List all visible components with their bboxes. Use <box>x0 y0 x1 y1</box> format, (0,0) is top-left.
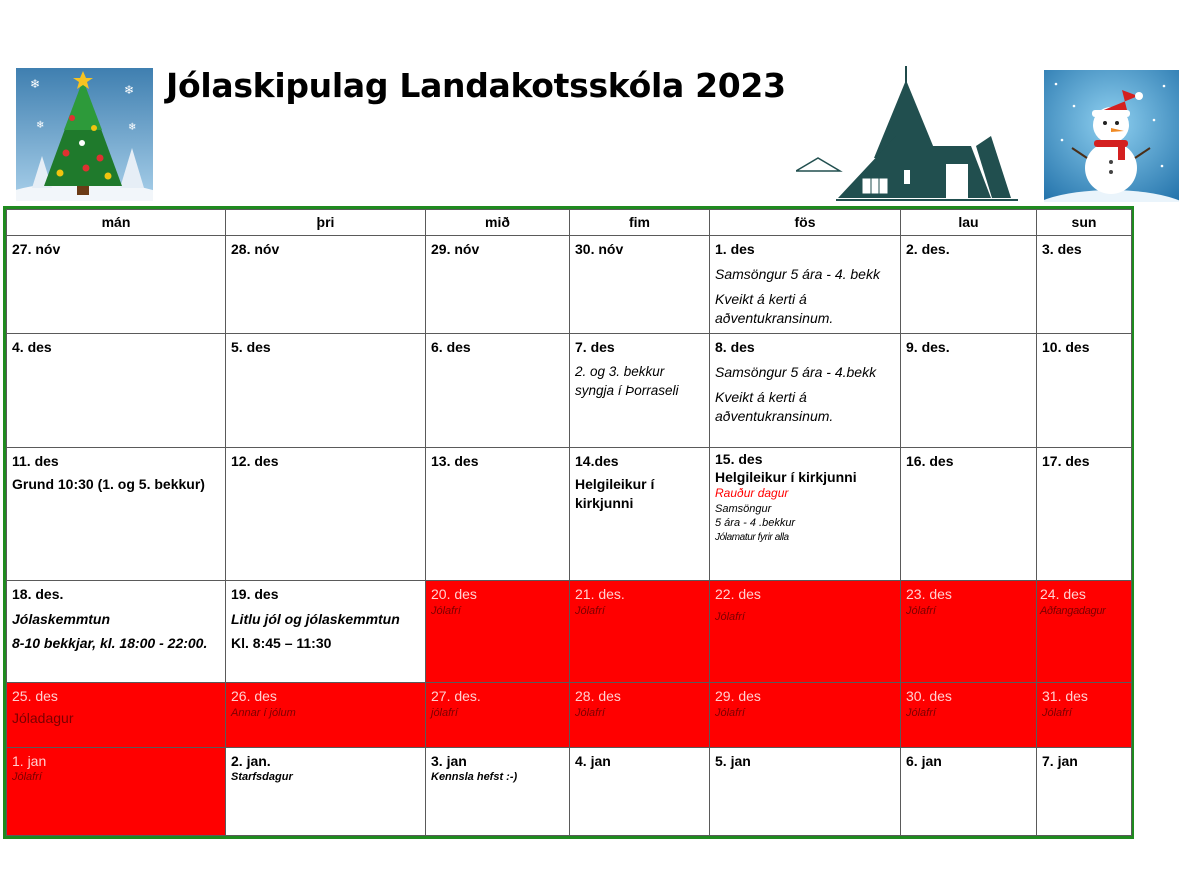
event-text: Jólafrí <box>575 604 605 617</box>
day-date: 31. des <box>1042 688 1088 705</box>
day-date: 28. des <box>575 688 621 705</box>
event-text: Samsöngur 5 ára - 4. bekk <box>715 265 880 282</box>
day-cell <box>570 236 710 334</box>
page-title: Jólaskipulag Landakotsskóla 2023 <box>166 66 786 105</box>
holiday-cell <box>901 580 1037 683</box>
day-date: 4. des <box>12 339 52 356</box>
event-text: Jólafrí <box>431 604 461 617</box>
day-cell <box>1037 448 1132 581</box>
holiday-cell <box>226 683 426 747</box>
day-date: 7. jan <box>1042 752 1078 769</box>
christmas-tree-icon <box>16 68 153 201</box>
week-row <box>7 448 1132 581</box>
day-date: 28. nóv <box>231 241 280 257</box>
event-text: Litlu jól og jólaskemmtun <box>231 610 400 627</box>
day-cell <box>570 334 710 448</box>
day-date: 25. des <box>12 688 58 705</box>
day-date: 30. nóv <box>575 241 624 257</box>
event-text: Rauður dagur <box>715 486 789 501</box>
event-text: Kveikt á kerti á aðventukransinum. <box>715 290 834 326</box>
event-text: Kveikt á kerti á aðventukransinum. <box>715 389 834 425</box>
event-text: Starfsdagur <box>231 771 293 784</box>
day-date: 14.des <box>575 453 619 470</box>
week-row <box>7 334 1132 448</box>
day-cell <box>901 448 1037 581</box>
weekday-header: lau <box>901 210 1037 236</box>
day-cell <box>710 334 901 448</box>
day-date: 7. des <box>575 339 615 356</box>
day-date: 10. des <box>1042 339 1090 356</box>
day-cell <box>426 334 570 448</box>
day-date: 8. des <box>715 339 755 356</box>
day-cell <box>710 448 901 581</box>
holiday-cell <box>570 580 710 683</box>
event-text: Helgileikur í kirkjunni <box>715 469 857 486</box>
day-date: 17. des <box>1042 453 1090 470</box>
day-cell <box>901 236 1037 334</box>
event-text: Aðfangadagur <box>1040 604 1106 617</box>
day-date: 2. des. <box>906 241 950 257</box>
day-cell <box>7 448 226 581</box>
event-text: Jólafrí <box>1042 707 1072 720</box>
event-text: Jólafrí <box>906 604 936 617</box>
event-text: 8-10 bekkjar, kl. 18:00 - 22:00. <box>12 635 208 652</box>
day-cell <box>710 236 901 334</box>
event-text: Helgileikur í kirkjunni <box>575 475 655 511</box>
weekday-header: fös <box>710 210 901 236</box>
day-date: 5. jan <box>715 752 751 769</box>
day-cell <box>7 334 226 448</box>
day-cell <box>570 448 710 581</box>
weekday-header: fim <box>570 210 710 236</box>
day-cell <box>7 236 226 334</box>
day-cell <box>570 747 710 835</box>
day-cell <box>226 334 426 448</box>
holiday-cell <box>710 683 901 747</box>
event-text: Jóladagur <box>12 710 74 727</box>
holiday-cell <box>710 580 901 683</box>
day-date: 11. des <box>12 453 59 470</box>
day-cell <box>710 747 901 835</box>
day-date: 16. des <box>906 453 954 470</box>
day-date: 13. des <box>431 453 479 470</box>
weekday-header: þri <box>226 210 426 236</box>
week-row <box>7 683 1132 747</box>
event-text: 5 ára - 4 .bekkur <box>715 517 796 530</box>
day-date: 27. nóv <box>12 241 61 257</box>
holiday-cell <box>1037 683 1132 747</box>
holiday-cell <box>1037 580 1132 683</box>
event-text: jólafrí <box>431 707 458 720</box>
event-text: Jólafrí <box>715 610 745 623</box>
week-row <box>7 580 1132 683</box>
event-text: Jólafrí <box>906 707 936 720</box>
day-cell <box>226 236 426 334</box>
day-date: 4. jan <box>575 752 611 769</box>
svg-text:❄: ❄ <box>124 83 135 97</box>
holiday-cell <box>7 747 226 835</box>
weekday-header: mán <box>7 210 226 236</box>
day-date: 15. des <box>715 451 763 468</box>
event-text: Kennsla hefst :-) <box>431 771 518 784</box>
day-date: 20. des <box>431 585 477 602</box>
day-cell <box>1037 236 1132 334</box>
holiday-cell <box>570 683 710 747</box>
day-date: 3. des <box>1042 241 1082 257</box>
church-icon <box>796 66 1018 204</box>
day-date: 6. des <box>431 339 471 356</box>
day-cell <box>7 580 226 683</box>
day-date: 29. des <box>715 688 761 705</box>
day-date: 1. jan <box>12 752 47 769</box>
weekday-header: mið <box>426 210 570 236</box>
day-cell <box>226 448 426 581</box>
event-text: 2. og 3. bekkur syngja í Þorraseli <box>575 364 679 398</box>
week-row <box>7 236 1132 334</box>
day-date: 24. des <box>1040 585 1086 602</box>
day-date: 12. des <box>231 453 279 470</box>
day-cell <box>901 747 1037 835</box>
day-cell <box>901 334 1037 448</box>
svg-text:❄: ❄ <box>30 77 41 91</box>
day-date: 27. des. <box>431 688 481 705</box>
day-cell <box>426 448 570 581</box>
day-date: 26. des <box>231 688 277 705</box>
svg-text:❄: ❄ <box>128 122 137 133</box>
day-date: 2. jan. <box>231 752 271 769</box>
day-date: 21. des. <box>575 585 625 602</box>
day-date: 9. des. <box>906 339 950 356</box>
day-cell <box>226 747 426 835</box>
holiday-cell <box>901 683 1037 747</box>
svg-text:❄: ❄ <box>36 120 45 131</box>
week-row <box>7 747 1132 835</box>
day-cell <box>426 236 570 334</box>
event-text: Samsöngur <box>715 503 772 516</box>
event-text: Jólamatur fyrir alla <box>715 531 789 543</box>
holiday-cell <box>426 683 570 747</box>
day-date: 1. des <box>715 241 755 257</box>
day-date: 30. des <box>906 688 952 705</box>
event-text: Jólafrí <box>12 771 42 784</box>
day-cell <box>426 747 570 835</box>
weekday-header-row <box>7 210 1132 236</box>
snowman-icon <box>1044 70 1179 202</box>
holiday-cell <box>7 683 226 747</box>
day-cell <box>226 580 426 683</box>
day-cell <box>1037 334 1132 448</box>
day-date: 3. jan <box>431 752 467 769</box>
day-date: 23. des <box>906 585 952 602</box>
day-date: 19. des <box>231 585 279 602</box>
calendar <box>3 206 1134 839</box>
event-text: Kl. 8:45 – 11:30 <box>231 635 332 652</box>
day-date: 22. des <box>715 585 761 602</box>
day-date: 5. des <box>231 339 271 356</box>
event-text: Jólafrí <box>575 707 605 720</box>
event-text: Grund 10:30 (1. og 5. bekkur) <box>12 475 205 492</box>
event-text: Jólafrí <box>715 707 745 720</box>
day-date: 6. jan <box>906 752 942 769</box>
holiday-cell <box>426 580 570 683</box>
event-text: Samsöngur 5 ára - 4.bekk <box>715 364 877 381</box>
day-cell <box>1037 747 1132 835</box>
event-text: Annar í jólum <box>231 707 296 720</box>
weekday-header: sun <box>1037 210 1132 236</box>
day-date: 18. des. <box>12 585 64 602</box>
event-text: Jólaskemmtun <box>12 610 111 627</box>
day-date: 29. nóv <box>431 241 480 257</box>
